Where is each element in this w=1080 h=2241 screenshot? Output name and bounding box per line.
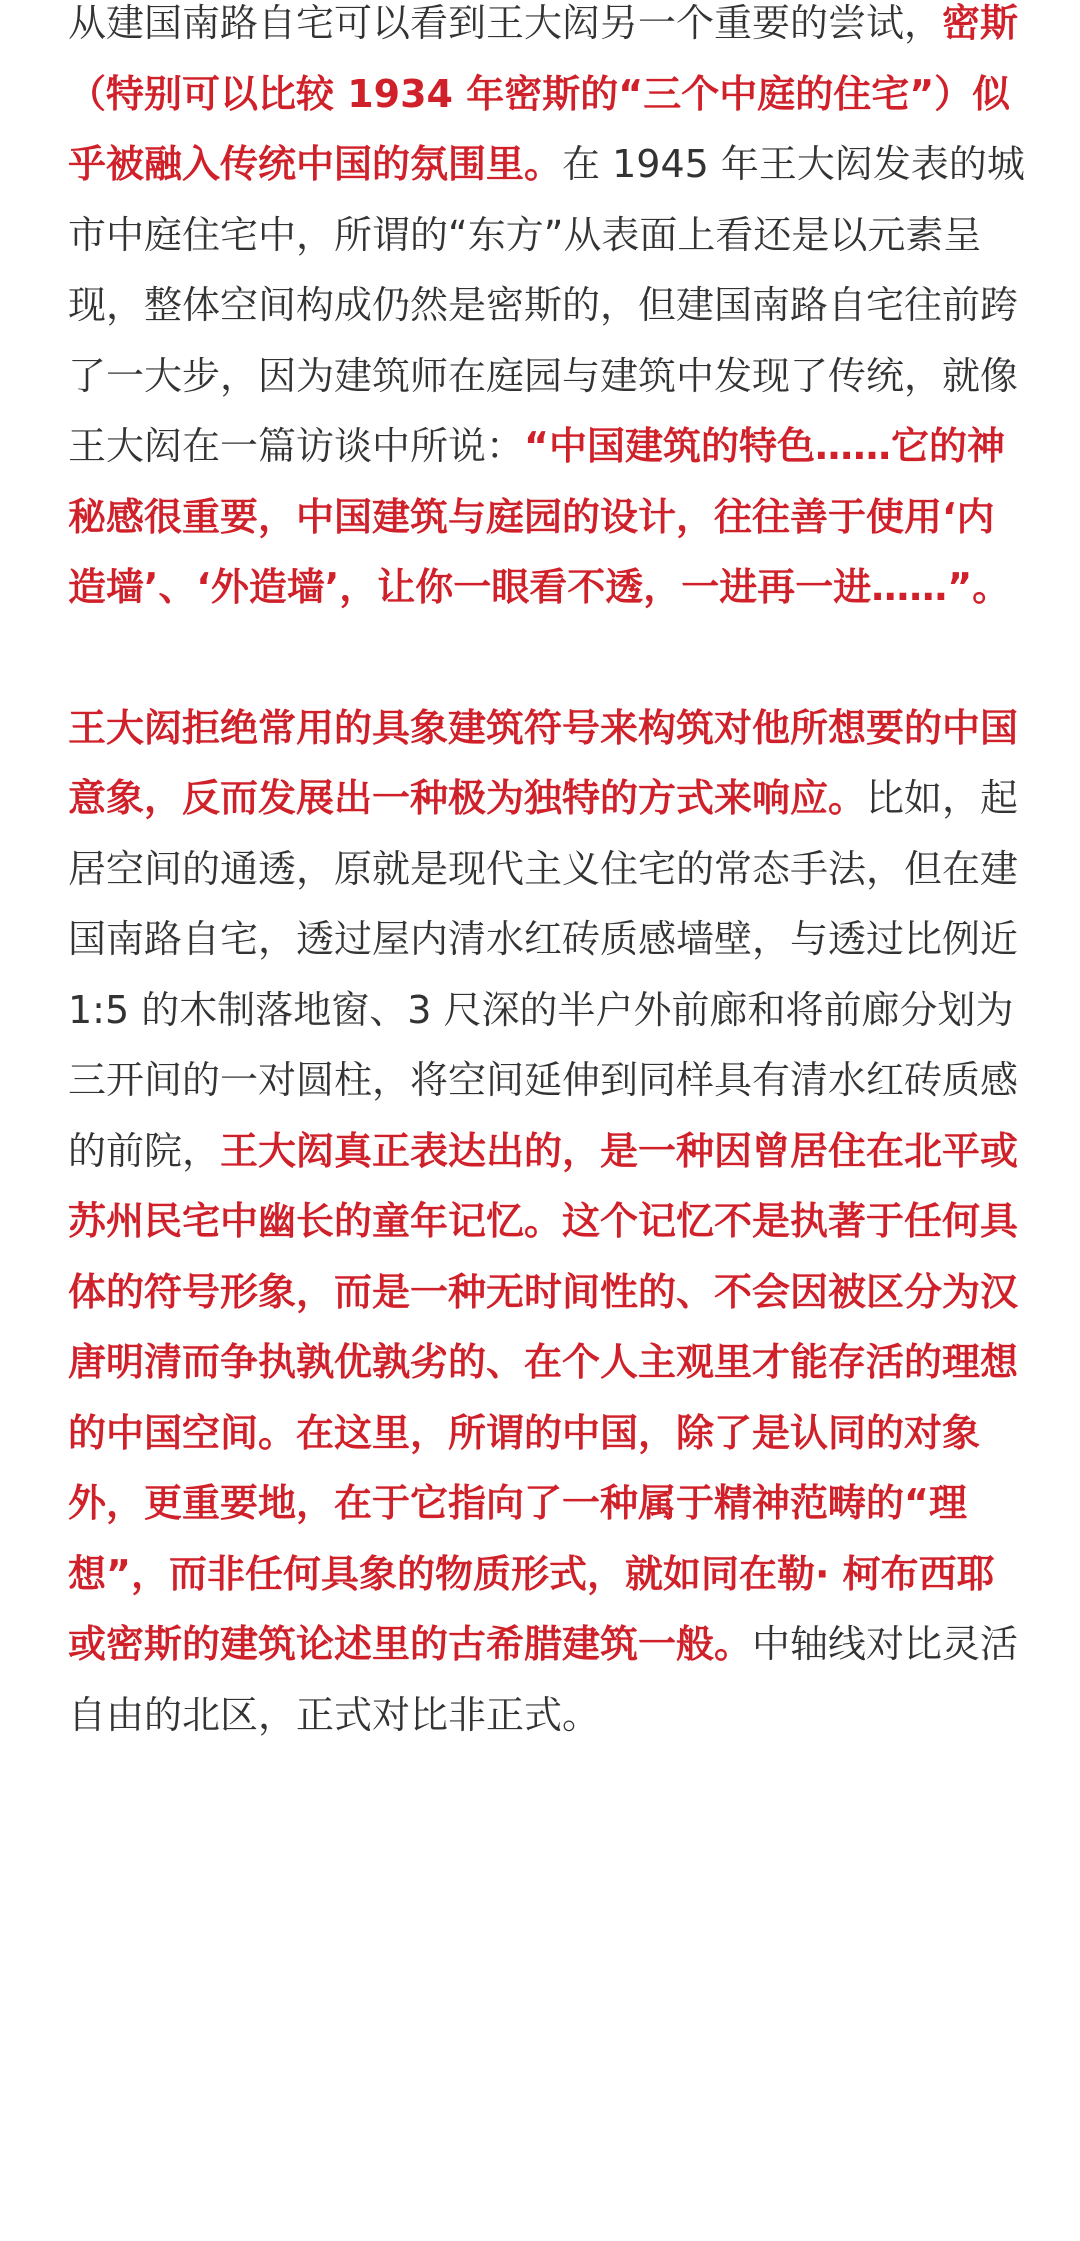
paragraph-2 [68,693,1028,1751]
paragraph-1 [68,0,1028,623]
highlighted-text-segment: 王大闳拒绝常用的具象建筑符号来构筑对他所想要的中国意象，反而发展出一种极为独特的方式来响应。 [68,705,1019,820]
highlighted-quote-segment: “中国建筑的特色……它的神秘感很重要，中国建筑与庭园的设计，往往善于使用‘内造墙’、‘外造墙’，让你一眼看不透，一进再一进……”。 [68,424,1011,609]
text-segment: 从建国南路自宅可以看到王大闳另一个重要的尝试， [68,1,943,45]
text-segment: 比如，起居空间的通透，原就是现代主义住宅的常态手法，但在建国南路自宅，透过屋内清水红砖质感墙壁，与透过比例近 1:5 的木制落地窗、3 尺深的半户外前廊和将前廊分划为三开间的一对圆柱，将空间延伸到同样具有清水红砖质感的前院， [68,776,1019,1173]
highlighted-text-segment: 王大闳真正表达出的，是一种因曾居住在北平或苏州民宅中幽长的童年记忆。这个记忆不是执著于任何具体的符号形象，而是一种无时间性的、不会因被区分为汉唐明清而争执孰优孰劣的、在个人主观里才能存活的理想的中国空间。在这里，所谓的中国，除了是认同的对象外，更重要地，在于它指向了一种属于精神范畴的“理想”，而非任何具象的物质形式，就如同在勒· 柯布西耶或密斯的建筑论述里的古希腊建筑一般。 [68,1128,1019,1666]
text-segment: 中轴线对比灵活自由的北区，正式对比非正式。 [68,1622,1019,1737]
highlighted-text-segment: 密斯（特别可以比较 1934 年密斯的“三个中庭的住宅”）似乎被融入传统中国的氛围里。 [68,1,1019,186]
text-segment: 在 1945 年王大闳发表的城市中庭住宅中，所谓的“东方”从表面上看还是以元素呈现，整体空间构成仍然是密斯的，但建国南路自宅往前跨了一大步，因为建筑师在庭园与建筑中发现了传统，就像王大闳在一篇访谈中所说： [68,142,1025,468]
